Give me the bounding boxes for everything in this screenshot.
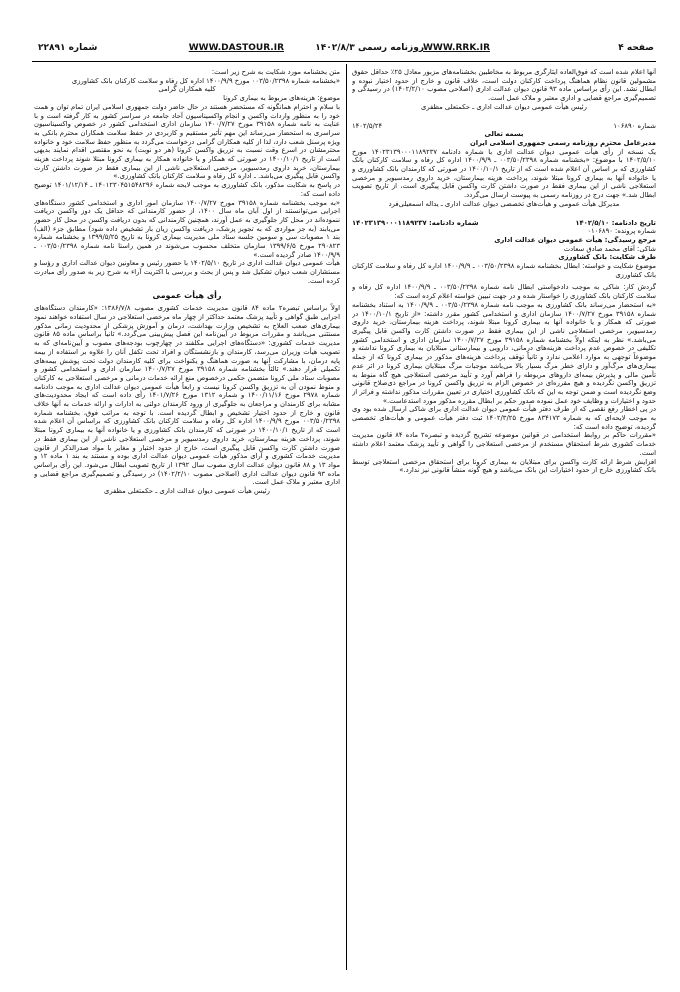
ruling-title: رأی هیأت عمومی: [152, 290, 222, 300]
page-header: [32, 41, 656, 59]
paragraph: اولاً براساس تبصره۲ ماده ۸۴ قانون مدیریت خدمات کشوری مصوب ۱۳۸۶/۷/۸: «کارمندان دستگاه‌های اجرایی طبق گواهی و تأیید پزشک معتمد حداکثر از چهار ماه مرخصی استعلاجی در سال استفاده خواهند نمود بیماری‌های صعب العلاج به تشخیص وزارت بهداشت، درمان و آموزش پزشکی از محدودیت زمانی مذکور مستثنی می‌باشد و مقررات مربوط در آیین‌نامه این فصل پیش‌بینی می‌گردد.» ثانیاً براساس ماده ۸۵ قانون مدیریت خدمات کشوری: «دستگاه‌های اجرایی مکلفند در چهارچوب بودجه‌های مصوب و آیین‌نامه‌ای که به تصویب هیأت وزیران می‌رسد، کارمندان و بازنشستگان و افراد تحت تکفل آنان را علاوه بر استفاده از بیمه پایه درمان، با مشارکت آنها به صورت هماهنگ و یکنواخت برای کلیه کارمندان دولت تحت پوشش بیمه‌های تکمیلی قرار دهند.» ثالثاً بخشنامه شماره ۳۹۱۵۸ مورخ ۱۴۰۰/۷/۲۷ سازمان اداری و استخدامی کشور و مصوبات ستاد ملی کرونا متضمن حکمی درخصوص منع ارائه خدمات درمانی و مرخصی استعلاجی به کارکنان و منوط نمودن آن به تزریق واکسن کرونا نیست و رابعاً هیأت عمومی دیوان عدالت اداری به موجب دادنامه شماره ۲۹۷۸ مورخ ۱۴۰۰/۱۱/۱۶ و شماره ۱۳۱۲ مورخ ۱۴۰۱/۷/۲۶ رأی داده است که ایجاد محدودیت‌های مشابه برای کارمندان و مراجعان به جلوگیری از ورود کارمندان دولتی به ادارات و ارائه خدمات به آنها خلاف قانون و خارج از حدود اختیار تشخیص و ابطال گردیده است. با توجه به مراتب فوق، بخشنامه شماره ۰۰۳/۵۰/۲۳۹۸ مورخ ۱۴۰۰/۹/۹ اداره کل رفاه و سلامت کارکنان بانک کشاورزی که براساس آن اعلام شده است که از تاریخ ۱۴۰۰/۱۰/۱ در صورتی که کارمندان بانک کشاورزی و یا خانواده آنها به بیماری کرونا مبتلا شوند، پرداخت هزینه بیمارستان، خرید داروی رمدسیویر و مرخصی استعلاجی ناشی از این بیماری فقط در صورت داشتن کارت واکسن قابل پیگیری است، خارج از حدود اختیار و مغایر با مواد صدرالذکر از قانون مدیریت خدمات کشوری و آرای مذکور هیأت عمومی دیوان عدالت اداری بوده و مستند به بند ۱ ماده ۱۲ و مواد ۱۳ و ۸۸ قانون دیوان عدالت اداری مصوب سال ۱۳۹۲ از تاریخ تصویب ابطال می‌شود. این رأی براساس ماده ۹۳ قانون دیوان عدالت اداری (اصلاحی مصوب ۱۴۰۲/۲/۱۰) در رسیدگی و تصمیم‌گیری مراجع قضایی و اداری معتبر و ملاک عمل است.: [34, 304, 340, 487]
right-column: [352, 68, 656, 972]
decision-header: [352, 219, 656, 228]
letter-ref: [352, 122, 656, 131]
paragraph: افزایش شرط ارائه کارت واکسن برای مبتلایان به بیماری کرونا برای استحقاق مرخصی استعلاجی توسط بانک کشاورزی خارج از حدود اختیارات این بانک می‌باشد و هیچ گونه منشأ قانونی نیز ندارد.»: [352, 457, 656, 475]
issue-number: شماره ۲۲۸۹۱: [38, 43, 98, 53]
signature: رئیس هیأت عمومی دیوان عدالت اداری ـ حکمتعلی مظفری: [421, 102, 587, 111]
forum: مرجع رسیدگی: هیأت عمومی دیوان عدالت اداری: [494, 235, 656, 244]
paragraph: آنها اعلام شده است که فوق‌العاده ایثارگری مربوط به مخاطبین بخشنامه‌های مزبور معادل ۲۵٪ حداقل حقوق مشمولین قانون نظام هماهنگ پرداخت کارکنان دولت است، خلاف قانون و خارج از حدود اختیار نبوده و ابطال نشد. این رأی براساس ماده ۹۳ قانون دیوان عدالت اداری (اصلاحی مصوب ۱۴۰۲/۲/۱۰) در رسیدگی و تصمیم‌گیری مراجع قضایی و اداری معتبر و ملاک عمل است.: [352, 68, 656, 103]
site-link-dastour[interactable]: WWW.DASTOUR.IR: [188, 43, 284, 53]
salutation: کلیه همکاران گرامی: [158, 85, 216, 94]
letter-date: ۱۴۰۲/۵/۲۴: [352, 121, 383, 130]
site-link-rrk[interactable]: WWW.RRK.IR: [423, 43, 490, 53]
page-number: صفحه ۴: [618, 43, 654, 53]
paragraph: گردش کار: شاکی به موجب دادخواستی ابطال نامه شماره ۰۰۳/۵۰/۲۳۹۸ ـ ۱۴۰۰/۹/۹ اداره کل رفاه و سلامت کارکنان بانک کشاورزی را خواستار شده و در جهت تبیین خواسته اعلام کرده است که:: [352, 283, 656, 301]
decision-number: شماره دادنامه: ۱۴۰۲۳۱۳۹۰۰۰۱۱۸۹۲۳۷: [352, 218, 479, 227]
paragraph: «به استحضار می‌رساند بانک کشاورزی به موجب نامه شماره ۰۰۳/۵۰/۲۳۹۸ ـ ۱۴۰۰/۹/۹ به استناد بخشنامه شماره ۳۹۱۵۸ مورخ ۱۴۰۰/۷/۲۷ سازمان اداری و استخدامی کشور مقرر داشته: «از تاریخ ۱۴۰۰/۱۰/۱ در صورتی که همکار و یا خانواده آنها به بیماری کرونا مبتلا شوند، پرداخت هزینه بیمارستان، خرید داروی رمدسیویر، مرخصی استعلاجی ناشی از این بیماری فقط در صورت داشتن کارت واکسن قابل پیگیری می‌باشد.» نظر به اینکه اولاً بخشنامه شماره ۳۹۱۵۸ مورخ ۱۴۰۰/۷/۲۷ سازمان اداری و استخدامی کشور تکلیفی در خصوص عدم پرداخت هزینه‌های درمانی، دارویی و بیمارستانی مبتلایان به بیماری کرونا نداشته و موضوعاً توجهی به موارد اعلامی ندارد و ثانیاً توقف پرداخت هزینه‌های مذکور در بیماری کرونا که از جمله بیماری‌های مرگ‌آور و دارای خطر مرگ بسیار بالا می‌باشد موجبات مرگ مبتلایان بیماری کرونا در اثر عدم تأمین مالی و پذیرش بیمه‌ای داروهای مربوطه را فراهم آورد و تأیید مرخصی استعلاجی هیچ گاه منوط به تزریق واکسن نگردیده و هیچ مقرره‌ای در خصوص الزام به تزریق واکسن کرونا در مراجع ذی‌صلاح قانونی وضع نگردیده است و ضمن توجه به این که بانک کشاورزی اختیاری در تعیین مقررات مذکور نداشته و فراتر از حدود و اختیارات و وظایف خود عمل نموده صدور حکم بر ابطال مقرره مذکور مورد استدعاست.»: [352, 300, 656, 405]
paragraph: «به موجب بخشنامه شماره ۳۹۱۵۸ مورخ ۱۴۰۰/۷/۲۷ سازمان امور اداری و استخدامی کشور دستگاه‌های اجرایی می‌توانستند از اول آبان ماه سال ۱۴۰۰، از حضور کارمندانی که حداقل یک دوز واکسن دریافت ننموده‌اند در محل کار جلوگیری به عمل آورند، همچنین کارمندانی که بدون دریافت واکسن در محل کار حضور می‌یابند (به جز مواردی که به تجویز پزشک، دریافت واکسن زیان بار تشخیص داده شود) مطابق جزء (الف) بند ۱ مصوبات سی و سومین جلسه ستاد ملی مدیریت بیماری کرونا به تاریخ ۱۳۹۹/۵/۲۵ و بخشنامه شماره ۲۹۰۸۲۳ مورخ ۱۳۹۹/۶/۵ سازمان متخلف محسوب می‌شوند در همین راستا نامه شماره ۰۰۳/۵۰/۲۳۹۸ ـ ۱۴۰۰/۹/۹ صادر گردیده است.»: [34, 198, 340, 259]
paragraph: در پاسخ به شکایت مذکور، بانک کشاورزی به موجب لایحه شماره ۱۴۰۱۲۳۰۴۵۱۵۴۸۲۹۶ ـ ۱۴۰۱/۱۲/۱۴ توضیح داده است که:: [34, 181, 340, 198]
decision-date: تاریخ دادنامه: ۱۴۰۲/۵/۱۰: [575, 218, 656, 227]
paragraph: یک نسخه از رأی هیأت عمومی دیوان عدالت اداری با شماره دادنامه ۱۴۰۲۳۱۳۹۰۰۰۱۱۸۹۲۳۷ مورخ ۱۴۰۲/۵/۱۰ با موضوع: «بخشنامه شماره ۰۰۳/۵۰/۲۳۹۸ ـ ۱۴۰۰/۹/۹ اداره کل رفاه و سلامت کارکنان بانک کشاورزی که بر اساس آن اعلام شده است که از تاریخ ۱۴۰۰/۱۰/۱ در صورتی که کارمندان بانک کشاورزی و یا خانواده آنها به بیماری کرونا مبتلا شوند، پرداخت هزینه بیمارستان، خرید داروی رمدسیویر و مرخصی استعلاجی ناشی از این بیماری فقط در صورت داشتن کارت واکسن قابل پیگیری است، از تاریخ تصویب ابطال شد.» جهت درج در روزنامه رسمی به پیوست ارسال می‌گردد.: [352, 147, 656, 200]
header-rule: [32, 61, 656, 62]
paragraph: متن بخشنامه مورد شکایت به شرح زیر است:: [211, 68, 340, 76]
defendant: طرف شکایت: بانک کشاورزی: [558, 253, 656, 262]
subject: موضوع: هزینه‌های مربوط به بیماری کرونا: [223, 94, 340, 103]
addressee: مدیرعامل محترم روزنامه رسمی جمهوری اسلامی ایران: [469, 138, 656, 147]
paragraph: «بخشنامه شماره ۰۰۳/۵۰/۲۳۹۸ مورخ ۱۴۰۰/۹/۹ اداره کل رفاه و سلامت کارکنان بانک کشاورزی: [71, 76, 340, 85]
paragraph: در پی اخطار رفع نقصی که از طرف دفتر هیأت عمومی دیوان عدالت اداری برای شاکی ارسال شده بود وی به موجب لایحه‌ای که به شماره ۸۳۴۱۷۳ مورخ ۱۴۰۲/۳/۲۵ ثبت دفتر هیأت عمومی و هیأت‌های تخصصی گردیده، توضیح داده است که:: [352, 405, 656, 431]
signature: رئیس هیأت عمومی دیوان عدالت اداری ـ حکمتعلی مظفری: [104, 487, 270, 496]
case-number: شماره پرونده: ۰۱۰۶۸۹۰: [587, 227, 656, 236]
plaintiff: شاکی: آقای محمد صادق سعادت: [563, 244, 656, 253]
signature: مدیرکل هیأت عمومی و هیأت‌های تخصصی دیوان عدالت اداری ـ یداله اسمعیلی‌فرد: [388, 199, 620, 208]
gazette-date: روزنامه رسمی ۱۴۰۲/۸/۳: [315, 43, 424, 53]
column-divider: [346, 64, 347, 970]
paragraph: هیأت عمومی دیوان عدالت اداری در تاریخ ۱۴۰۲/۵/۱۰ با حضور رئیس و معاونین دیوان عدالت اداری و رؤسا و مستشاران شعب دیوان تشکیل شد و پس از بحث و بررسی با اکثریت آراء به شرح زیر به صدور رأی مبادرت کرده است.: [34, 259, 340, 285]
letter-number: شماره ۱۰۶۸۹۰: [613, 121, 656, 130]
basmala: بسمه تعالی: [484, 130, 524, 139]
subject: موضوع شکایت و خواسته: ابطال بخشنامه شماره ۰۰۳/۵۰/۲۳۹۸ ـ ۱۴۰۰/۹/۹ اداره کل رفاه و سلامت کارکنان بانک کشاورزی: [352, 262, 656, 279]
paragraph: «مقررات حاکم بر روابط استخدامی در قوانین موضوعه تشریح گردیده و تبصره۲ ماده ۸۴ قانون مدیریت خدمات کشوری شرط استحقاق مستخدم از مرخصی استعلاجی را گواهی و تأیید پزشک معتمد اعلام داشته است.: [352, 431, 656, 457]
paragraph: با سلام و احترام همانگونه که مستحضر هستند در حال حاضر دولت جمهوری اسلامی ایران تمام توان و همت خود را به منظور واردات واکسن و انجام واکسیناسیون آحاد جامعه در سراسر کشور به کار گرفته است و با عنایت به نامه شماره ۳۹۱۵۸ مورخ ۱۴۰۰/۷/۲۷ سازمان اداری استخدامی کشور در خصوص واکسیناسیون سراسری به استحضار می‌رساند این مهم تأثیر مستقیم و کاربردی در حفظ سلامت همکاران محترم بانکی به ویژه پرسنل شعب دارد، لذا از کلیه همکاران گرامی درخواست می‌گردد به منظور حفظ سلامت خود و خانواده محترمشان در اسرع وقت نسبت به تزریق واکسن کرونا (هر دو نوبت) به نحو مقتضی اقدام نمایند بدیهی است از تاریخ ۱۴۰۰/۱۰/۱ در صورتی که همکار و یا خانواده همکار به بیماری کرونا مبتلا شوند پرداخت هزینه بیمارستان، خرید داروی رمدسیویر، مرخصی استعلاجی ناشی از این بیماری فقط در صورت داشتن کارت واکسن قابل پیگیری می‌باشد. ـ اداره کل رفاه و سلامت کارکنان بانک کشاورزی.»: [34, 102, 340, 181]
left-column: [34, 68, 340, 972]
